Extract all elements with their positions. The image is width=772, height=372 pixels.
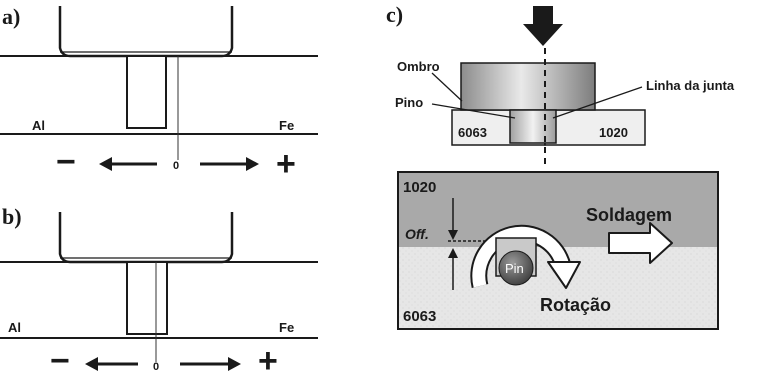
joint-line-label: Linha da junta [646,78,735,93]
panel-a-tag: a) [2,4,21,29]
panel-a-right-arrow [200,157,259,171]
panel-b-right-arrow [180,357,241,371]
panel-a-fe-label: Fe [279,118,295,133]
panel-a [0,4,318,183]
rotation-label: Rotação [540,295,612,315]
tool-shoulder [461,63,595,110]
panel-a-shoulder [60,6,232,56]
panel-a-pin [127,56,166,128]
panel-c-top-view [398,172,718,329]
shoulder-label: Ombro [397,59,440,74]
panel-b-tag: b) [2,204,22,229]
shoulder-leader [432,73,462,101]
force-arrow-icon [523,6,563,46]
pin-label: Pino [395,95,424,110]
panel-a-left-arrow [99,157,157,171]
bottom-material-label: 6063 [403,308,437,325]
panel-b-left-arrow [85,357,138,371]
panel-b-shoulder [60,212,232,262]
panel-a-plus-sign: + [276,145,296,183]
panel-b-al-label: Al [8,320,21,335]
material-1020-label: 1020 [599,125,628,140]
panel-a-al-label: Al [32,118,45,133]
panel-b-zero-label: 0 [153,361,160,372]
panel-b-pin [127,262,167,334]
pin-ball-label: Pin [505,261,524,276]
panel-a-minus-sign: − [56,143,76,181]
panel-c-tag: c) [386,2,404,27]
material-6063-label: 6063 [458,125,487,140]
panel-b-plus-sign: + [258,342,278,372]
tool-pin [510,110,556,143]
top-material-label: 1020 [403,179,437,196]
welding-label: Soldagem [586,205,673,225]
panel-b-fe-label: Fe [279,320,295,335]
panel-b-minus-sign: − [50,342,70,372]
offset-label: Off. [405,226,429,242]
panel-b [0,204,318,372]
panel-c-cross-section [386,2,735,165]
panel-a-zero-label: 0 [173,160,180,172]
